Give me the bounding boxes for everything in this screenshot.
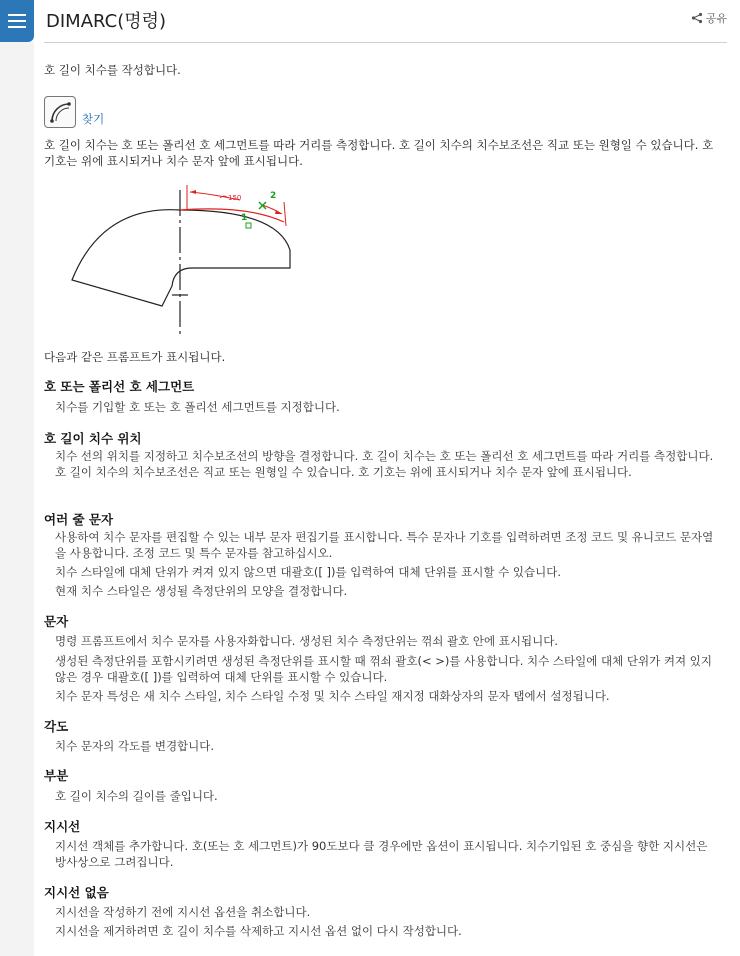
intro-text: 호 길이 치수를 작성합니다. <box>44 63 181 77</box>
dimarc-tool-icon[interactable] <box>44 96 76 128</box>
section-text: 치수 문자의 각도를 변경합니다. <box>55 739 215 753</box>
section-text: 치수 문자 특성은 새 치수 스타일, 치수 스타일 수정 및 치수 스타일 재지정 대화상자의 문자 탭에서 설정됩니다. <box>55 689 610 703</box>
section-title-text: 문자 <box>44 614 69 629</box>
arc-dimension-diagram <box>62 180 302 340</box>
section-text: 명령 프롬프트에서 치수 문자를 사용자화합니다. 생성된 치수 측정단위는 꺾쇠 괄호 안에 표시됩니다. <box>55 634 558 648</box>
sidebar-strip <box>0 42 34 956</box>
dimension-text: 150 <box>228 194 242 202</box>
menu-button[interactable] <box>0 0 34 42</box>
section-text: 생성된 측정단위를 포함시키려면 생성된 측정단위를 표시할 때 꺾쇠 괄호(< >)를 사용합니다. 치수 스타일에 대체 단위가 켜져 있지 않은 경우 대괄호([ ])를 입력하여 대체 단위를 표시할 수 있습니다. <box>55 654 712 684</box>
section-text: 지시선을 제거하려면 호 길이 치수를 삭제하고 지시선 옵션 없이 다시 작성합니다. <box>55 924 462 938</box>
hamburger-icon <box>8 14 26 28</box>
section-text: 지시선을 작성하기 전에 지시선 옵션을 취소합니다. <box>55 905 311 919</box>
section-title-mtext: 여러 줄 문자 <box>44 512 114 527</box>
section-title-partial: 부분 <box>44 768 69 783</box>
section-title-arc-segment: 호 또는 폴리선 호 세그먼트 <box>44 379 195 394</box>
share-icon <box>691 12 703 24</box>
page-header <box>44 0 727 43</box>
find-row <box>44 96 104 128</box>
section-text: 치수 스타일에 대체 단위가 켜져 있지 않으면 대괄호([ ])를 입력하여 대체 단위를 표시할 수 있습니다. <box>55 565 562 579</box>
section-text: 호 길이 치수의 길이를 줄입니다. <box>55 789 218 803</box>
section-text: 사용하여 치수 문자를 편집할 수 있는 내부 문자 편집기를 표시합니다. 특수 문자나 기호를 입력하려면 조정 코드 및 유니코드 문자열을 사용합니다. 조정 코드 및 특수 문자를 참고하십시오. <box>55 530 714 560</box>
section-title-leader: 지시선 <box>44 819 81 834</box>
page-title: DIMARC(명령) <box>46 11 167 32</box>
share-label: 공유 <box>705 12 727 25</box>
section-title-dimension-location: 호 길이 치수 위치 <box>44 431 142 446</box>
find-link[interactable]: 찾기 <box>82 112 105 126</box>
section-title-angle: 각도 <box>44 719 69 734</box>
section-text: 현재 치수 스타일은 생성될 측정단위의 모양을 결정합니다. <box>55 584 348 598</box>
section-text: 지시선 객체를 추가합니다. 호(또는 호 세그먼트)가 90도보다 클 경우에만 옵션이 표시됩니다. 치수기입된 호 중심을 향한 지시선은 방사상으로 그려집니다. <box>55 839 708 869</box>
section-title-no-leader: 지시선 없음 <box>44 885 109 900</box>
description-text: 호 길이 치수는 호 또는 폴리선 호 세그먼트를 따라 거리를 측정합니다. 호 길이 치수의 치수보조선은 직교 또는 원형일 수 있습니다. 호 기호는 위에 표시되거나 치수 문자 앞에 표시됩니다. <box>44 138 714 168</box>
section-text: 치수 선의 위치를 지정하고 치수보조선의 방향을 결정합니다. 호 길이 치수는 호 또는 폴리선 호 세그먼트를 따라 거리를 측정합니다. 호 길이 치수의 치수보조선은 직교 또는 원형일 수 있습니다. 호 기호는 위에 표시되거나 치수 문자 앞에 표시됩니다. <box>55 449 714 479</box>
share-button[interactable] <box>691 10 727 26</box>
section-text: 치수를 기입할 호 또는 호 폴리선 세그먼트를 지정합니다. <box>55 400 340 414</box>
prompt-intro-text: 다음과 같은 프롬프트가 표시됩니다. <box>44 350 226 364</box>
pick-point-label-2: 2 <box>270 191 277 201</box>
pick-point-label-1: 1 <box>241 213 248 223</box>
